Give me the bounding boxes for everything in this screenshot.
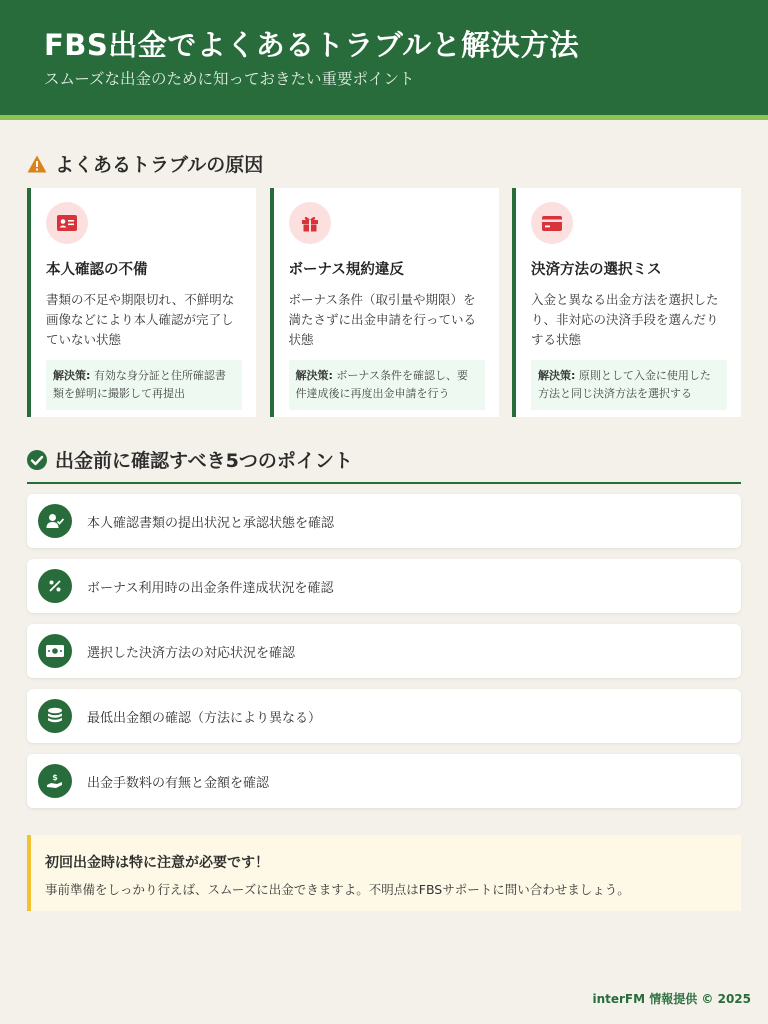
list-item-text: ボーナス利用時の出金条件達成状況を確認 [87, 580, 334, 596]
footer-credit: interFM 情報提供 © 2025 [592, 992, 751, 1006]
solution-text: ボーナス条件を確認し、要件達成後に再度出金申請を行う [295, 369, 468, 400]
list-item [27, 624, 741, 678]
notice-box [27, 835, 741, 911]
cause-card-desc: 入金と異なる出金方法を選択したり、非対応の決済手段を選んだりする状態 [531, 292, 719, 347]
cause-card-solution [531, 360, 727, 410]
cause-card-bonus [270, 188, 499, 417]
solution-label: 解決策: [538, 369, 576, 382]
cause-card-title: ボーナス規約違反 [288, 262, 404, 278]
causes-title-text: よくあるトラブルの原因 [55, 154, 264, 176]
notice-text: 事前準備をしっかり行えば、スムーズに出金できますよ。不明点はFBSサポートに問い合わせましょう。 [45, 882, 630, 897]
cause-card-desc: ボーナス条件（取引量や期限）を満たさずに出金申請を行っている状態 [288, 292, 477, 347]
solution-label: 解決策: [53, 369, 91, 382]
list-item [27, 689, 741, 743]
checklist-section-title [27, 446, 741, 484]
page-header [0, 0, 768, 120]
cause-card-desc: 書類の不足や期限切れ、不鮮明な画像などにより本人確認が完了していない状態 [46, 292, 235, 347]
solution-label: 解決策: [295, 369, 333, 382]
list-item-text: 出金手数料の有無と金額を確認 [87, 775, 270, 791]
warning-icon [27, 155, 47, 173]
id-card-icon [46, 202, 88, 244]
checklist [27, 494, 741, 819]
cause-card-solution [46, 360, 242, 410]
list-item-text: 本人確認書類の提出状況と承認状態を確認 [87, 515, 335, 531]
causes-cards [27, 188, 741, 417]
list-item [27, 559, 741, 613]
money-bill-icon [38, 634, 72, 668]
hand-dollar-icon [38, 764, 72, 798]
cause-card-identity [27, 188, 256, 417]
cause-card-solution [289, 360, 485, 410]
list-item-text: 選択した決済方法の対応状況を確認 [87, 645, 296, 661]
solution-text: 有効な身分証と住所確認書類を鮮明に撮影して再提出 [53, 369, 226, 400]
page-title: FBS出金でよくあるトラブルと解決方法 [44, 28, 580, 62]
percent-icon [38, 569, 72, 603]
list-item [27, 494, 741, 548]
cause-card-title: 本人確認の不備 [46, 262, 148, 278]
check-circle-icon [27, 450, 47, 470]
gift-icon [289, 202, 331, 244]
list-item [27, 754, 741, 808]
page-subtitle: スムーズな出金のために知っておきたい重要ポイント [44, 70, 415, 88]
credit-card-icon [531, 202, 573, 244]
cause-card-title: 決済方法の選択ミス [531, 262, 662, 278]
svg-text:$: $ [52, 773, 58, 782]
user-check-icon [38, 504, 72, 538]
list-item-text: 最低出金額の確認（方法により異なる） [87, 710, 322, 726]
cause-card-payment [512, 188, 741, 417]
solution-text: 原則として入金に使用した方法と同じ決済方法を選択する [538, 369, 711, 400]
coins-icon [38, 699, 72, 733]
checklist-title-text: 出金前に確認すべき5つのポイント [55, 450, 353, 472]
notice-title: 初回出金時は特に注意が必要です！ [45, 855, 269, 871]
causes-section-title [27, 150, 263, 177]
